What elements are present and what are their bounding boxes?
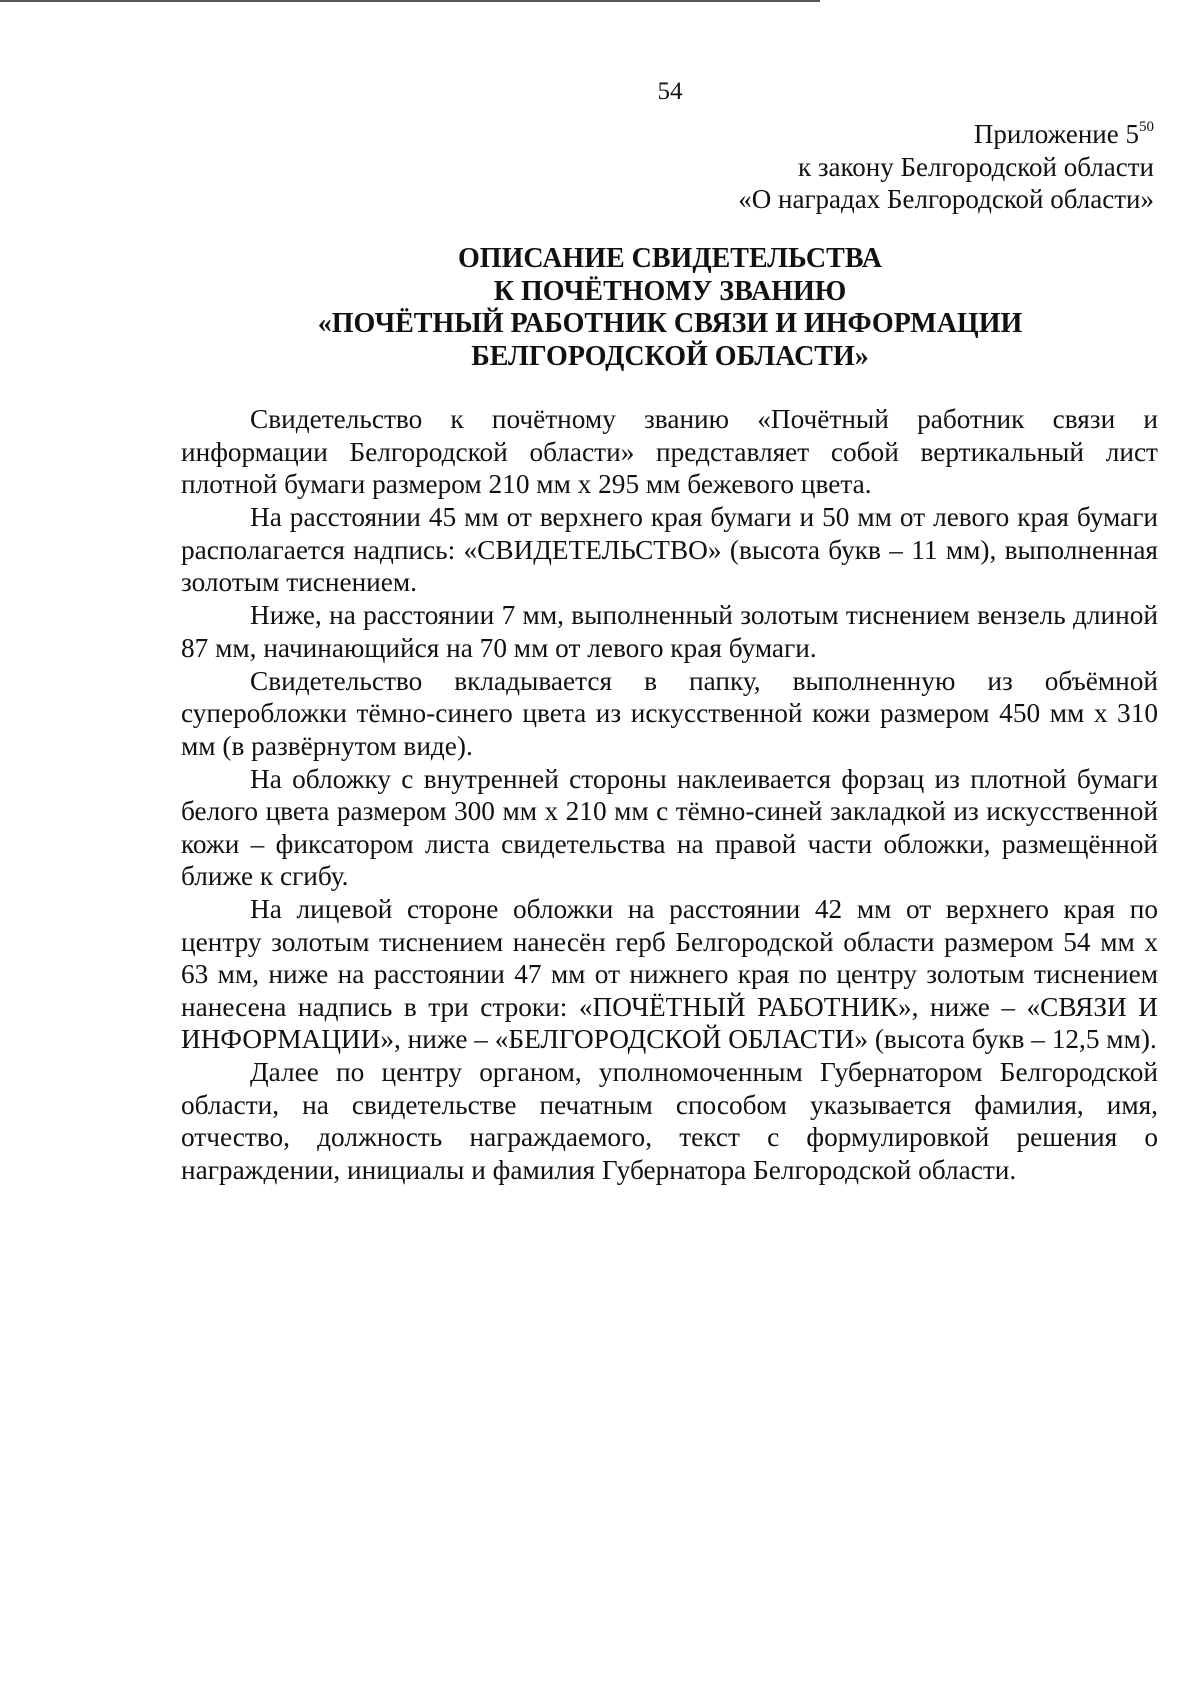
page-number: 54 [657, 78, 683, 105]
body-paragraph: Свидетельство к почётному званию «Почётный работник связи и информации Белгородской области» представляет собой вертикальный лист плотной бумаги размером 210 мм х 295 мм бежевого цвета. [181, 404, 1158, 499]
title-line: К ПОЧЁТНОМУ ЗВАНИЮ [493, 275, 847, 307]
body-paragraph: На лицевой стороне обложки на расстоянии 42 мм от верхнего края по центру золотым тиснением нанесён герб Белгородской области размером 54 мм х 63 мм, ниже на расстоянии 47 мм от нижнего края по центру золотым тиснением нанесена надпись в три строки: «ПОЧЁТНЫЙ РАБОТНИК», ниже – «СВЯЗИ И ИНФОРМАЦИИ», ниже – «БЕЛГОРОДСКОЙ ОБЛАСТИ» (высота букв – 12,5 мм). [181, 894, 1158, 1054]
body-paragraph: Далее по центру органом, уполномоченным Губернатором Белгородской области, на свидетельстве печатным способом указывается фамилия, имя, отчество, должность награждаемого, текст с формулировкой решения о награждении, инициалы и фамилия Губернатора Белгородской области. [181, 1057, 1158, 1185]
title-line: БЕЛГОРОДСКОЙ ОБЛАСТИ» [471, 340, 869, 372]
body-paragraph: Ниже, на расстоянии 7 мм, выполненный золотым тиснением вензель длиной 87 мм, начинающийся на 70 мм от левого края бумаги. [181, 600, 1158, 663]
annex-header [738, 118, 1154, 216]
annex-law-line: к закону Белгородской области [798, 151, 1154, 182]
annex-title: Приложение 5 [973, 119, 1139, 149]
annex-law-name: «О наградах Белгородской области» [738, 184, 1154, 214]
body-paragraph: На обложку с внутренней стороны наклеивается форзац из плотной бумаги белого цвета размером 300 мм х 210 мм с тёмно-синей закладкой из искусственной кожи – фиксатором листа свидетельства на правой части обложки, размещённой ближе к сгибу. [181, 763, 1158, 891]
annex-superscript: 50 [1139, 119, 1154, 135]
scan-edge-line [0, 0, 820, 2]
title-line: «ПОЧЁТНЫЙ РАБОТНИК СВЯЗИ И ИНФОРМАЦИИ [317, 308, 1023, 339]
document-title [0, 243, 1200, 373]
title-line: ОПИСАНИЕ СВИДЕТЕЛЬСТВА [458, 243, 882, 274]
document-body [181, 403, 1158, 1187]
body-paragraph: Свидетельство вкладывается в папку, выполненную из объёмной суперобложки тёмно-синего цвета из искусственной кожи размером 450 мм х 310 мм (в развёрнутом виде). [181, 665, 1158, 761]
body-paragraph: На расстоянии 45 мм от верхнего края бумаги и 50 мм от левого края бумаги располагается надпись: «СВИДЕТЕЛЬСТВО» (высота букв – 11 мм), выполненная золотым тиснением. [181, 502, 1158, 597]
annex-title-line [738, 118, 1154, 151]
